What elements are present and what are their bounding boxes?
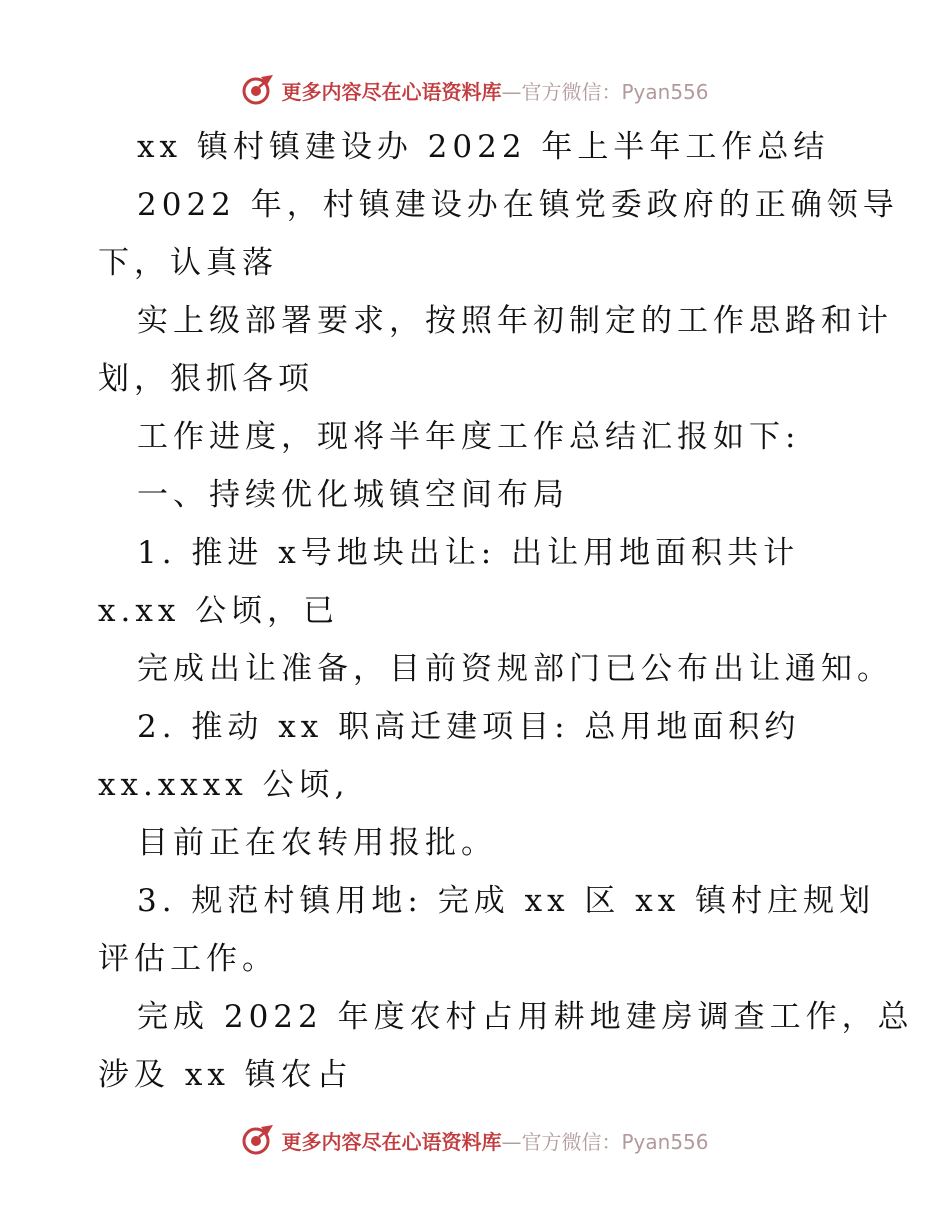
- paragraph-line: 2. 推动 xx 职高迁建项目: 总用地面积约: [137, 709, 801, 745]
- pen-logo-icon: [241, 1123, 275, 1157]
- paragraph-line: 完成出让准备，目前资规部门已公布出让通知。: [137, 651, 893, 687]
- footer-watermark: [0, 1120, 950, 1160]
- document-title: xx 镇村镇建设办 2022 年上半年工作总结: [137, 129, 830, 165]
- paragraph-line: 完成 2022 年度农村占用耕地建房调查工作，总: [137, 999, 914, 1035]
- watermark-id: Pyan556: [621, 79, 709, 104]
- watermark-separator: —: [501, 1129, 522, 1154]
- paragraph-line: 划，狠抓各项: [98, 361, 314, 397]
- watermark-text: [281, 1126, 708, 1155]
- watermark-id: Pyan556: [621, 1129, 709, 1154]
- paragraph-line: 2022 年，村镇建设办在镇党委政府的正确领导: [137, 187, 899, 223]
- paragraph-line: 1. 推进 x号地块出让: 出让用地面积共计: [137, 535, 800, 571]
- paragraph-line: 3. 规范村镇用地: 完成 xx 区 xx 镇村庄规划: [137, 883, 876, 919]
- watermark-separator: —: [501, 79, 522, 104]
- paragraph-line: x.xx 公顷，已: [98, 593, 340, 629]
- watermark-label: 官方微信：: [521, 1129, 622, 1154]
- paragraph-line: 评估工作。: [98, 941, 278, 977]
- paragraph-line: 下，认真落: [98, 245, 278, 281]
- watermark-label: 官方微信：: [521, 79, 622, 104]
- paragraph-line: 目前正在农转用报批。: [137, 825, 497, 861]
- watermark-main: 更多内容尽在心语资料库: [281, 79, 502, 104]
- paragraph-line: 实上级部署要求，按照年初制定的工作思路和计: [137, 303, 893, 339]
- section-heading: 一、持续优化城镇空间布局: [137, 477, 569, 513]
- watermark-main: 更多内容尽在心语资料库: [281, 1129, 502, 1154]
- paragraph-line: 涉及 xx 镇农占: [98, 1057, 353, 1093]
- paragraph-line: xx.xxxx 公顷,: [98, 767, 350, 803]
- paragraph-line: 工作进度，现将半年度工作总结汇报如下:: [137, 419, 801, 455]
